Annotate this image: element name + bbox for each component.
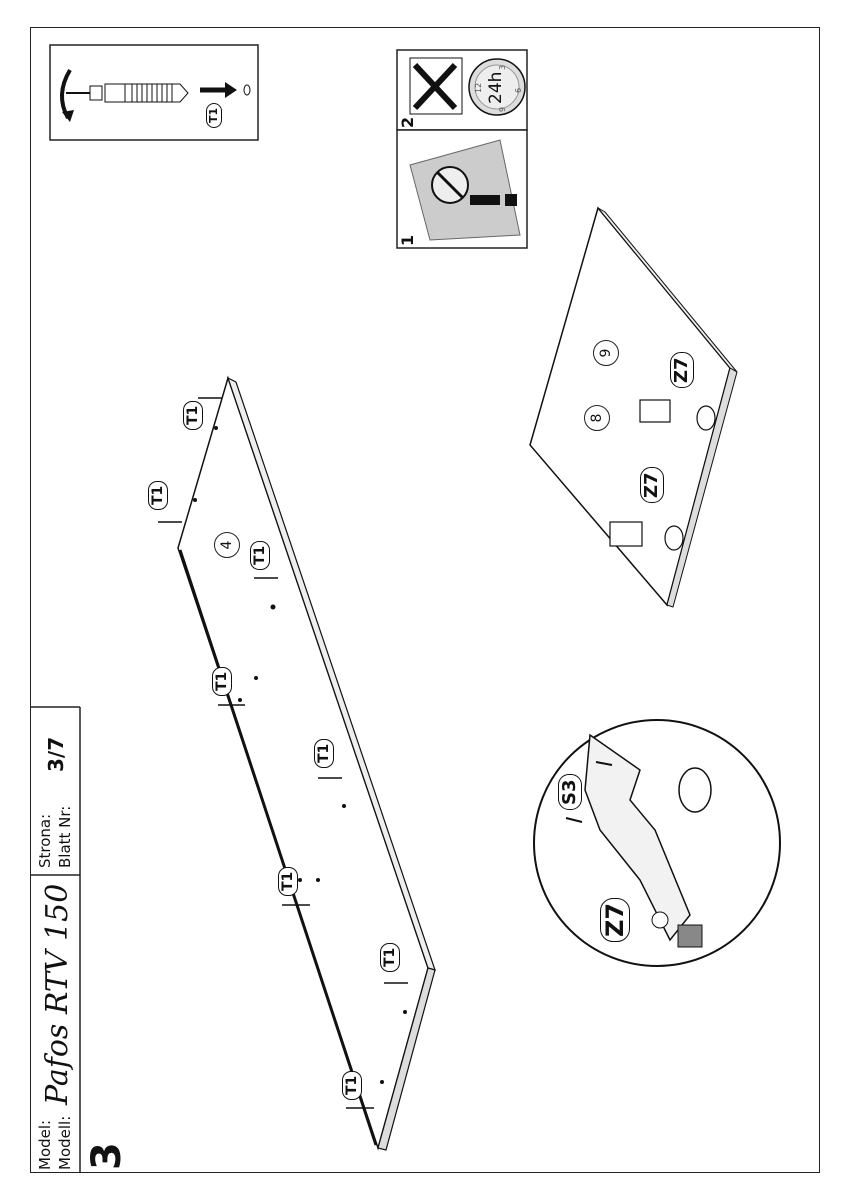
instruction-box-1 [397, 130, 527, 248]
instruction-number: 2 [398, 116, 417, 128]
fitting-tag-t1: T1 [250, 541, 270, 570]
fitting-tag-t1: T1 [183, 401, 203, 430]
fitting-tag-s3: S3 [558, 775, 582, 811]
clock-number: 12 [474, 82, 483, 93]
fitting-tag-t1: T1 [278, 867, 298, 896]
blatt-label: Blatt Nr: [56, 805, 74, 868]
clock-number: 9 [498, 106, 507, 112]
model-label: Model: [36, 1119, 54, 1170]
clock-number: 6 [514, 87, 523, 93]
modell-label: Modell: [56, 1115, 74, 1170]
fitting-tag-t1: T1 [148, 481, 168, 510]
dowel-detail-box [50, 45, 258, 140]
door-panel [530, 208, 737, 607]
hinge-detail-circle [534, 720, 780, 966]
fitting-tag-t1: T1 [212, 667, 232, 696]
top-panel-4 [158, 378, 435, 1150]
clock-number: 3 [498, 64, 507, 70]
step-number: 3 [84, 1142, 130, 1170]
fitting-tag-t1: T1 [342, 1071, 362, 1100]
part-number: 8 [584, 405, 610, 431]
instruction-number: 1 [398, 234, 417, 246]
fitting-tag-z7: Z7 [670, 352, 694, 388]
part-number: 9 [593, 340, 619, 366]
fitting-tag-t1: T1 [206, 103, 222, 128]
strona-label: Strona: [36, 813, 54, 868]
fitting-tag-t1: T1 [380, 943, 400, 972]
fitting-tag-t1: T1 [314, 739, 334, 768]
part-number: 4 [214, 532, 240, 558]
clock-label: 24h [486, 71, 506, 104]
fitting-tag-z7: Z7 [600, 898, 630, 942]
page-number: 3/7 [44, 736, 68, 772]
fitting-tag-z7: Z7 [640, 467, 664, 503]
model-name: Pafos RTV 150 [40, 883, 75, 1105]
